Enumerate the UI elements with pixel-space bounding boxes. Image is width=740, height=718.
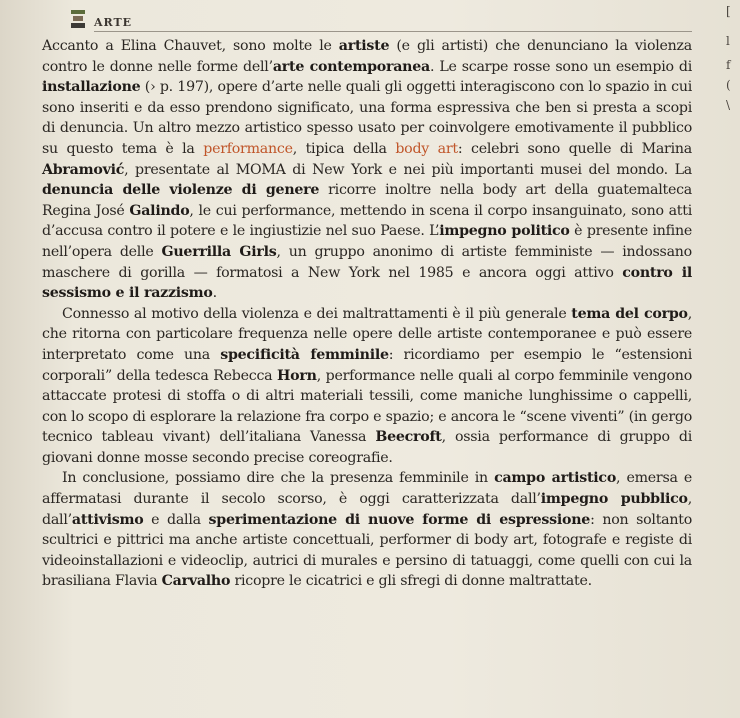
highlighted-term: performance: [203, 140, 293, 157]
text-run: , che ritorna con particolare frequenza nelle opere delle artiste contemporanee e può essere interpretato come una: [42, 305, 692, 363]
text-run: : ricordiamo per esempio le “estensioni corporali” della tedesca Rebecca: [42, 346, 692, 384]
header-divider: [94, 31, 692, 32]
text-run: , presentate al MOMA di New York e nei più importanti musei del mondo. La: [124, 161, 692, 178]
text-run: , emersa e affermatasi durante il secolo scorso, è oggi caratterizzata dall’: [42, 470, 693, 508]
bold-term: Galindo: [129, 202, 190, 219]
margin-mark: f: [726, 58, 731, 72]
bold-term: Carvalho: [161, 573, 231, 590]
text-run: , performance nelle quali al corpo femminile vengono attaccate protesi di stoffa o di altri materiali tessili, come maniche lunghissime o cappelli, con lo scopo di esplorare la relazione fra corpo e spazio; e ancora le “scene viventi” (in gergo tecnico tableau vivant) dell’italiana Vanessa: [42, 367, 692, 446]
bold-term: Guerrilla Girls: [161, 243, 277, 260]
text-run: (e gli artisti) che denunciano la violenza contro le donne nelle forme dell’: [42, 38, 692, 75]
bold-term: campo artistico: [494, 470, 617, 487]
highlighted-term: body art: [395, 140, 458, 157]
margin-mark: [: [726, 4, 731, 18]
bold-term: attivismo: [71, 511, 144, 528]
text-run: , dall’: [42, 491, 692, 528]
bold-term: contro il sessismo e il razzismo: [42, 264, 692, 302]
text-run: In conclusione, possiamo dire che la presenza femminile in: [62, 470, 495, 487]
right-margin-marks: [720, 0, 740, 718]
text-run: , un gruppo anonimo di artiste femministe — indossano maschere di gorilla — formatosi a New York nel 1985 e ancora oggi attivo: [42, 243, 692, 281]
body-text: [42, 36, 692, 592]
art-palette-icon: [70, 8, 86, 30]
text-run: , ossia performance di gruppo di giovani donne mosse secondo precise coreografie.: [42, 429, 692, 466]
text-run: Connesso al motivo della violenza e dei maltrattamenti è il più generale: [62, 305, 572, 322]
text-run: e dalla: [143, 511, 209, 528]
text-run: . Le scarpe rosse sono un esempio di: [429, 58, 693, 75]
bold-term: sperimentazione di nuove forme di espressione: [208, 511, 591, 528]
text-run: Accanto a Elina Chauvet, sono molte le: [42, 38, 339, 54]
bold-term: Horn: [277, 367, 317, 384]
text-run: , tipica della: [292, 140, 396, 157]
bold-term: tema del corpo: [571, 305, 688, 322]
text-run: è presente infine nell’opera delle: [42, 223, 692, 260]
bold-term: Abramović: [42, 161, 125, 178]
bold-term: denuncia delle violenze di genere: [42, 182, 320, 199]
paragraph-2: [42, 304, 692, 469]
margin-mark: \: [726, 98, 731, 112]
margin-mark: l: [726, 34, 730, 48]
bold-term: artiste: [338, 38, 390, 54]
page-header: [70, 14, 692, 32]
paragraph-3: [42, 468, 692, 592]
text-run: : non soltanto scultrici e pittrici ma anche artiste concettuali, performer di body art, fotografe e registe di videoinstallazioni e videoclip, autrici di murales e persino di tatuaggi, come quelli con cui la brasiliana Flavia: [42, 511, 692, 590]
text-run: ricopre le cicatrici e gli sfregi di donne maltrattate.: [230, 573, 592, 590]
bold-term: installazione: [42, 79, 141, 96]
text-run: : celebri sono quelle di Marina: [457, 140, 692, 157]
section-label: ARTE: [94, 16, 133, 29]
text-run: .: [212, 285, 217, 302]
bold-term: impegno politico: [439, 223, 570, 240]
bold-term: arte contemporanea: [272, 58, 430, 75]
bold-term: Beecroft: [375, 429, 442, 446]
bold-term: impegno pubblico: [540, 491, 688, 508]
paragraph-1: [42, 36, 692, 304]
text-run: , le cui performance, mettendo in scena il corpo insanguinato, sono atti d’accusa contro il potere e le ingiustizie nel suo Paese. L’: [42, 202, 692, 240]
text-run: (› p. 197), opere d’arte nelle quali gli oggetti interagiscono con lo spazio in cui sono inseriti e da esso prendono significato, una forma espressiva che ben si presta a scopi di denuncia. Un altro mezzo artistico spesso usato per coinvolgere emotivamente il pubblico su questo tema è la: [42, 79, 692, 157]
text-run: ricorre inoltre nella body art della guatemalteca Regina José: [42, 182, 693, 219]
bold-term: specificità femminile: [220, 346, 389, 363]
margin-mark: (: [726, 78, 731, 92]
